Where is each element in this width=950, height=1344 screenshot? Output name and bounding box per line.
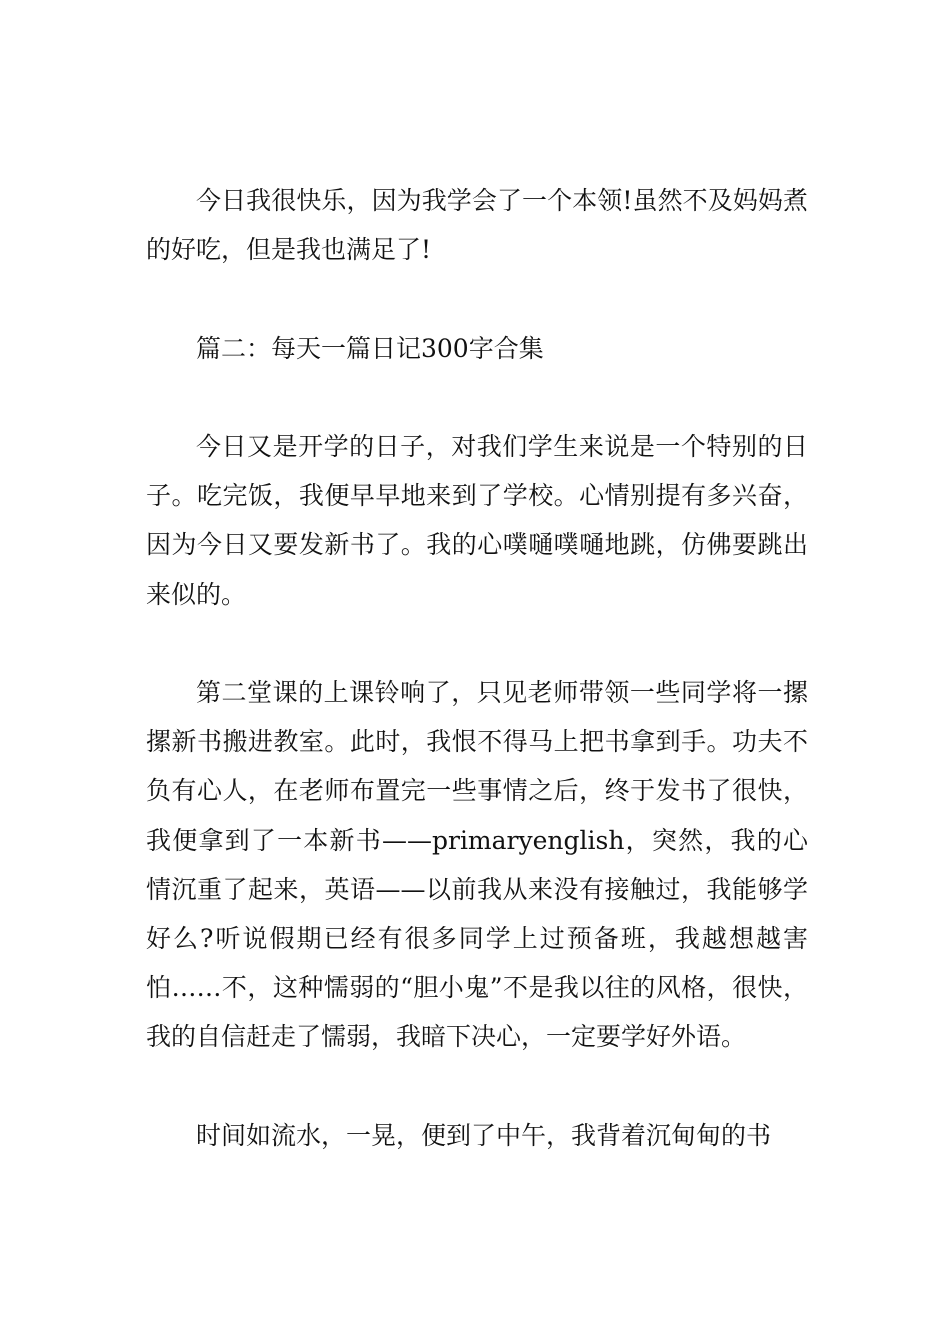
section-heading: 篇二：每天一篇日记300字合集 [196,333,544,363]
paragraph-4: 时间如流水，一晃，便到了中午，我背着沉甸甸的书 [196,1120,772,1150]
document-body [146,176,808,1160]
paragraph-3: 第二堂课的上课铃响了，只见老师带领一些同学将一摞摞新书搬进教室。此时，我恨不得马上把书拿到手。功夫不负有心人，在老师布置完一些事情之后，终于发书了很快，我便拿到了一本新书——primaryenglish，突然，我的心情沉重了起来，英语——以前我从来没有接触过，我能够学好么?听说假期已经有很多同学上过预备班，我越想越害怕……不，这种懦弱的“胆小鬼”不是我以往的风格，很快，我的自信赶走了懦弱，我暗下决心，一定要学好外语。 [146,677,808,1052]
paragraph-2: 今日又是开学的日子，对我们学生来说是一个特别的日子。吃完饭，我便早早地来到了学校。心情别提有多兴奋，因为今日又要发新书了。我的心噗嗵噗嗵地跳，仿佛要跳出来似的。 [146,431,808,609]
paragraph-1: 今日我很快乐，因为我学会了一个本领!虽然不及妈妈煮的好吃，但是我也满足了! [146,186,808,265]
